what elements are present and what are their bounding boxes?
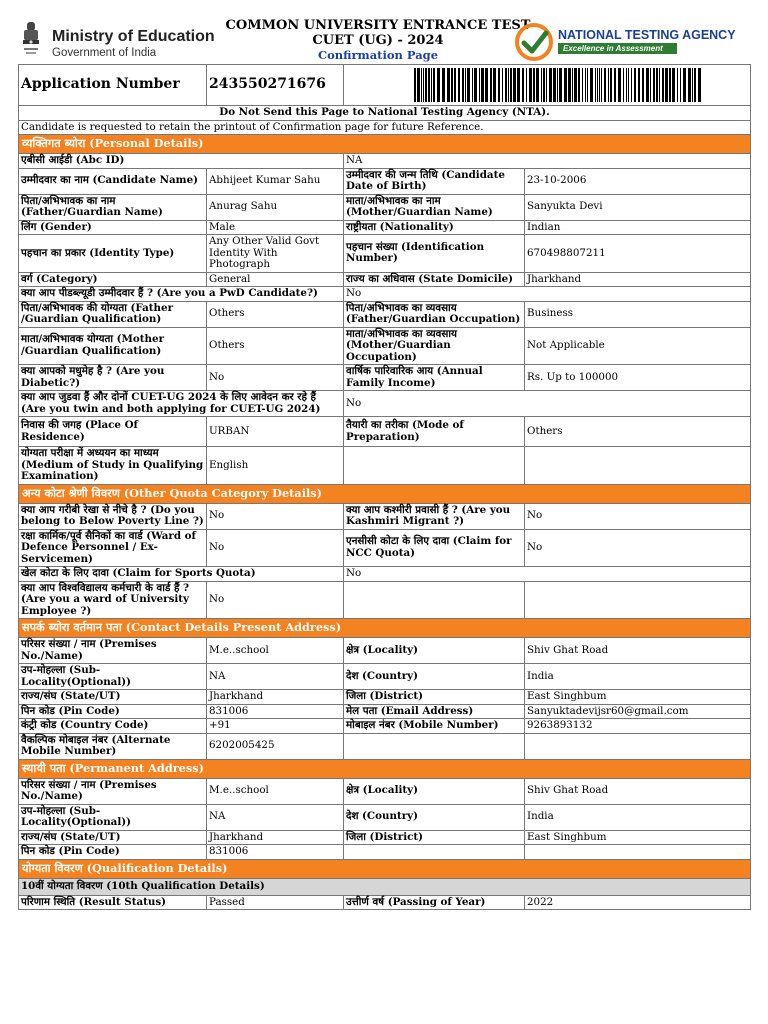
table-row: [19, 417, 751, 447]
field-value: Male: [207, 220, 344, 235]
nta-logo: [514, 22, 750, 62]
field-value: [525, 733, 751, 759]
table-row: [19, 194, 751, 220]
empty-cell: [344, 447, 525, 485]
application-number-value: 243550271676: [207, 65, 344, 106]
medium-value: English: [207, 447, 344, 485]
permanent-rows: [19, 778, 751, 859]
bpl-label: क्या आप गरीबी रेखा से नीचे है ? (Do you belong to Below Poverty Line ?): [19, 503, 207, 529]
field-value: East Singhbum: [525, 830, 751, 845]
bpl-value: No: [207, 503, 344, 529]
field-label: क्या आपको मधुमेह है ? (Are you Diabetic?): [19, 365, 207, 391]
ncc-value: No: [525, 529, 751, 567]
table-row: [19, 895, 751, 910]
field-label: उम्मीदवार की जन्म तिथि (Candidate Date of Birth): [344, 168, 525, 194]
medium-label: योग्यता परीक्षा में अध्ययन का माध्यम (Medium of Study in Qualifying Examination): [19, 447, 207, 485]
field-label: देश (Country): [344, 804, 525, 830]
contact-section-title: सपर्क ब्योरा वर्तमान पता (Contact Details Present Address): [19, 619, 751, 638]
passing-year-value: 2022: [525, 895, 751, 910]
field-value: +91: [207, 719, 344, 734]
section-header: [19, 135, 751, 154]
field-label: राज्य/संघ (State/UT): [19, 830, 207, 845]
application-number-label: Application Number: [19, 65, 207, 106]
field-label: पिन कोड (Pin Code): [19, 704, 207, 719]
field-label: पिता/अभिभावक की योग्यता (Father /Guardian Qualification): [19, 301, 207, 327]
table-row: [19, 529, 751, 567]
subsection-header: [19, 878, 751, 895]
section-header: [19, 619, 751, 638]
field-value: Abhijeet Kumar Sahu: [207, 168, 344, 194]
table-row: [19, 845, 751, 860]
page-header: [18, 14, 750, 64]
table-row: [19, 733, 751, 759]
permanent-section-title: स्थायी पता (Permanent Address): [19, 759, 751, 778]
field-value: Not Applicable: [525, 327, 751, 365]
table-row: [19, 154, 751, 169]
passing-year-label: उत्तीर्ण वर्ष (Passing of Year): [344, 895, 525, 910]
ministry-title: Ministry of Education: [52, 28, 215, 45]
field-label: [344, 845, 525, 860]
residence-label: निवास की जगह (Place Of Residence): [19, 417, 207, 447]
field-value: East Singhbum: [525, 690, 751, 705]
notice-row: [19, 106, 751, 121]
sports-label: खेल कोटा के लिए दावा (Claim for Sports Quota): [19, 567, 344, 582]
field-label: परिसर संख्या / नाम (Premises No./Name): [19, 638, 207, 664]
field-value: NA: [207, 664, 344, 690]
table-row: [19, 272, 751, 287]
field-label: राज्य/संघ (State/UT): [19, 690, 207, 705]
table-row: [19, 447, 751, 485]
nta-name: NATIONAL TESTING AGENCY: [558, 28, 736, 42]
field-label: पिन कोड (Pin Code): [19, 845, 207, 860]
field-label: जिला (District): [344, 830, 525, 845]
field-label: क्षेत्र (Locality): [344, 638, 525, 664]
table-row: [19, 638, 751, 664]
field-value: Jharkhand: [525, 272, 751, 287]
personal-rows-b: [19, 301, 751, 391]
kashmiri-value: No: [525, 503, 751, 529]
table-row: [19, 168, 751, 194]
university-ward-value: No: [207, 581, 344, 619]
field-value: M.e..school: [207, 778, 344, 804]
application-number-row: [19, 65, 751, 106]
field-value: Rs. Up to 100000: [525, 365, 751, 391]
personal-rows-a: [19, 168, 751, 287]
field-value: 6202005425: [207, 733, 344, 759]
do-not-send-notice: Do Not Send this Page to National Testing Agency (NTA).: [19, 106, 751, 121]
table-row: [19, 327, 751, 365]
field-value: 23-10-2006: [525, 168, 751, 194]
field-value: Sanyuktadevijsr60@gmail.com: [525, 704, 751, 719]
twin-value: No: [344, 391, 751, 417]
field-value: 831006: [207, 704, 344, 719]
residence-value: URBAN: [207, 417, 344, 447]
field-label: कंट्री कोड (Country Code): [19, 719, 207, 734]
field-label: उप-मोहल्ला (Sub-Locality(Optional)): [19, 664, 207, 690]
field-label: राज्य का अधिवास (State Domicile): [344, 272, 525, 287]
field-label: मोबाइल नंबर (Mobile Number): [344, 719, 525, 734]
field-label: वार्षिक पारिवारिक आय (Annual Family Income): [344, 365, 525, 391]
table-row: [19, 778, 751, 804]
field-label: जिला (District): [344, 690, 525, 705]
retain-notice: Candidate is requested to retain the printout of Confirmation page for future Reference.: [19, 120, 751, 135]
field-label: माता/अभिभावक का व्यवसाय (Mother/Guardian Occupation): [344, 327, 525, 365]
sports-value: No: [344, 567, 751, 582]
table-row: [19, 287, 751, 302]
field-label: पिता/अभिभावक का व्यवसाय (Father/Guardian Occupation): [344, 301, 525, 327]
field-label: देश (Country): [344, 664, 525, 690]
national-emblem-icon: [20, 20, 42, 58]
field-value: M.e..school: [207, 638, 344, 664]
barcode-image: [414, 68, 704, 102]
empty-cell: [344, 581, 525, 619]
field-label: पहचान का प्रकार (Identity Type): [19, 235, 207, 273]
contact-rows: [19, 638, 751, 760]
table-row: [19, 830, 751, 845]
preparation-value: Others: [525, 417, 751, 447]
field-label: पिता/अभिभावक का नाम (Father/Guardian Name): [19, 194, 207, 220]
table-row: [19, 503, 751, 529]
field-label: मेल पता (Email Address): [344, 704, 525, 719]
tenth-section-title: 10वीं योग्यता विवरण (10th Qualification Details): [19, 878, 751, 895]
kashmiri-label: क्या आप कश्मीरी प्रवासी हैं ? (Are you Kashmiri Migrant ?): [344, 503, 525, 529]
field-label: माता/अभिभावक का नाम (Mother/Guardian Name): [344, 194, 525, 220]
field-label: परिसर संख्या / नाम (Premises No./Name): [19, 778, 207, 804]
confirmation-page: [18, 14, 750, 910]
field-value: India: [525, 664, 751, 690]
table-row: [19, 581, 751, 619]
field-label: माता/अभिभावक योग्यता (Mother /Guardian Qualification): [19, 327, 207, 365]
result-status-label: परिणाम स्थिति (Result Status): [19, 895, 207, 910]
defence-value: No: [207, 529, 344, 567]
application-table: [18, 64, 751, 910]
field-value: No: [207, 365, 344, 391]
page-title: Confirmation Page: [317, 48, 439, 62]
notice-row: [19, 120, 751, 135]
section-header: [19, 484, 751, 503]
barcode-cell: [344, 65, 751, 106]
exam-subtitle: CUET (UG) - 2024: [312, 33, 444, 48]
pwd-label: क्या आप पीडब्ल्यूडी उम्मीदवार हैं ? (Are you a PwD Candidate?): [19, 287, 344, 302]
ncc-label: एनसीसी कोटा के लिए दावा (Claim for NCC Quota): [344, 529, 525, 567]
table-row: [19, 664, 751, 690]
field-label: वैकल्पिक मोबाइल नंबर (Alternate Mobile Number): [19, 733, 207, 759]
field-value: Indian: [525, 220, 751, 235]
field-value: Jharkhand: [207, 690, 344, 705]
result-status-value: Passed: [207, 895, 344, 910]
field-label: क्षेत्र (Locality): [344, 778, 525, 804]
nta-checkmark-icon: [514, 22, 554, 62]
field-label: पहचान संख्या (Identification Number): [344, 235, 525, 273]
field-value: General: [207, 272, 344, 287]
table-row: [19, 704, 751, 719]
field-value: NA: [207, 804, 344, 830]
table-row: [19, 690, 751, 705]
field-value: 831006: [207, 845, 344, 860]
empty-cell: [525, 447, 751, 485]
field-label: राष्ट्रीयता (Nationality): [344, 220, 525, 235]
exam-title-block: [213, 18, 543, 62]
field-value: Any Other Valid Govt Identity With Photograph: [207, 235, 344, 273]
table-row: [19, 301, 751, 327]
field-value: Jharkhand: [207, 830, 344, 845]
table-row: [19, 804, 751, 830]
pwd-value: No: [344, 287, 751, 302]
field-value: 9263893132: [525, 719, 751, 734]
abc-id-value: NA: [344, 154, 751, 169]
qualification-section-title: योग्यता विवरण (Qualification Details): [19, 859, 751, 878]
ministry-subtitle: Government of India: [52, 47, 157, 59]
field-label: उप-मोहल्ला (Sub-Locality(Optional)): [19, 804, 207, 830]
quota-section-title: अन्य कोटा श्रेणी विवरण (Other Quota Category Details): [19, 484, 751, 503]
field-label: लिंग (Gender): [19, 220, 207, 235]
field-value: Anurag Sahu: [207, 194, 344, 220]
field-label: वर्ग (Category): [19, 272, 207, 287]
field-value: Shiv Ghat Road: [525, 778, 751, 804]
field-value: 670498807211: [525, 235, 751, 273]
field-value: Business: [525, 301, 751, 327]
table-row: [19, 391, 751, 417]
field-value: Others: [207, 301, 344, 327]
personal-section-title: व्यक्तिगत ब्योरा (Personal Details): [19, 135, 751, 154]
field-label: उम्मीदवार का नाम (Candidate Name): [19, 168, 207, 194]
table-row: [19, 365, 751, 391]
field-label: [344, 733, 525, 759]
field-value: Sanyukta Devi: [525, 194, 751, 220]
empty-cell: [525, 581, 751, 619]
table-row: [19, 220, 751, 235]
nta-tagline: Excellence in Assessment: [558, 43, 677, 54]
field-value: [525, 845, 751, 860]
table-row: [19, 567, 751, 582]
abc-id-label: एबीसी आईडी (Abc ID): [19, 154, 344, 169]
preparation-label: तैयारी का तरीका (Mode of Preparation): [344, 417, 525, 447]
twin-label: क्या आप जुडवा हैं और दोनों CUET-UG 2024 के लिए आवेदन कर रहे हैं (Are you twin and both applying for CUET-UG 2024): [19, 391, 344, 417]
field-value: Shiv Ghat Road: [525, 638, 751, 664]
section-header: [19, 759, 751, 778]
ministry-logo: [20, 18, 215, 64]
defence-label: रक्षा कार्मिक/पूर्व सैनिकों का वार्ड (Ward of Defence Personnel / Ex-Servicemen): [19, 529, 207, 567]
field-value: Others: [207, 327, 344, 365]
university-ward-label: क्या आप विश्वविद्यालय कर्मचारी के वार्ड हैं ? (Are you a ward of University Employee ?): [19, 581, 207, 619]
table-row: [19, 719, 751, 734]
section-header: [19, 859, 751, 878]
field-value: India: [525, 804, 751, 830]
exam-title: COMMON UNIVERSITY ENTRANCE TEST: [225, 18, 531, 33]
table-row: [19, 235, 751, 273]
